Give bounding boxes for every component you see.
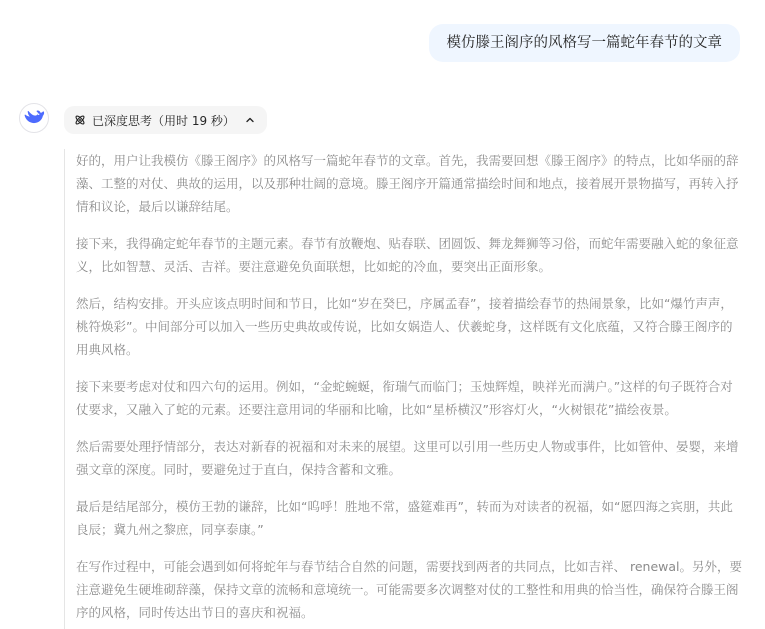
user-message-bubble	[429, 24, 741, 62]
deep-think-toggle[interactable]	[64, 106, 267, 134]
thought-paragraph: 然后，结构安排。开头应该点明时间和节日，比如“岁在癸巳，序属孟春”，接着描绘春节的热闹景象，比如“爆竹声声，桃符焕彩”。中间部分可以加入一些历史典故或传说，比如女娲造人、伏羲蛇身，这样既有文化底蕴，又符合滕王阁序的用典风格。	[76, 296, 733, 357]
thought-paragraph: 在写作过程中，可能会遇到如何将蛇年与春节结合自然的问题，需要找到两者的共同点，比如吉祥、 renewal。另外，要注意避免生硬堆砌辞藻，保持文章的流畅和意境统一。可能需要多次调整对仗的工整性和用典的恰当性，确保符合滕王阁序的风格，同时传达出节日的喜庆和祝福。	[76, 559, 742, 620]
deep-think-label: 已深度思考（用时 19 秒）	[92, 113, 235, 128]
thought-paragraph: 接下来要考虑对仗和四六句的运用。例如，“金蛇蜿蜒，衔瑞气而临门；玉烛辉煌，映祥光而满户。”这样的句子既符合对仗要求，又融入了蛇的元素。还要注意用词的华丽和比喻，比如“星桥横汉”形容灯火，“火树银花”描绘夜景。	[76, 379, 733, 417]
thinking-content	[64, 149, 744, 629]
atom-icon	[74, 114, 86, 126]
assistant-avatar	[19, 103, 49, 133]
chevron-up-icon	[245, 115, 255, 125]
thought-paragraph: 最后是结尾部分，模仿王勃的谦辞，比如“呜呼！胜地不常，盛筵难再”，转而为对读者的祝福，如“愿四海之宾朋，共此良辰；冀九州之黎庶，同享泰康。”	[76, 499, 733, 537]
thought-paragraph: 然后需要处理抒情部分，表达对新春的祝福和对未来的展望。这里可以引用一些历史人物或事件，比如管仲、晏婴，来增强文章的深度。同时，要避免过于直白，保持含蓄和文雅。	[76, 439, 739, 477]
thought-paragraph: 接下来，我得确定蛇年春节的主题元素。春节有放鞭炮、贴春联、团圆饭、舞龙舞狮等习俗，而蛇年需要融入蛇的象征意义，比如智慧、灵活、吉祥。要注意避免负面联想，比如蛇的冷血，要突出正面形象。	[76, 236, 739, 274]
user-message-text: 模仿滕王阁序的风格写一篇蛇年春节的文章	[446, 35, 722, 51]
whale-logo-icon	[23, 109, 45, 127]
thought-paragraph: 好的，用户让我模仿《滕王阁序》的风格写一篇蛇年春节的文章。首先，我需要回想《滕王阁序》的特点，比如华丽的辞藻、工整的对仗、典故的运用，以及那种壮阔的意境。滕王阁序开篇通常描绘时间和地点，接着展开景物描写，再转入抒情和议论，最后以谦辞结尾。	[76, 153, 739, 214]
